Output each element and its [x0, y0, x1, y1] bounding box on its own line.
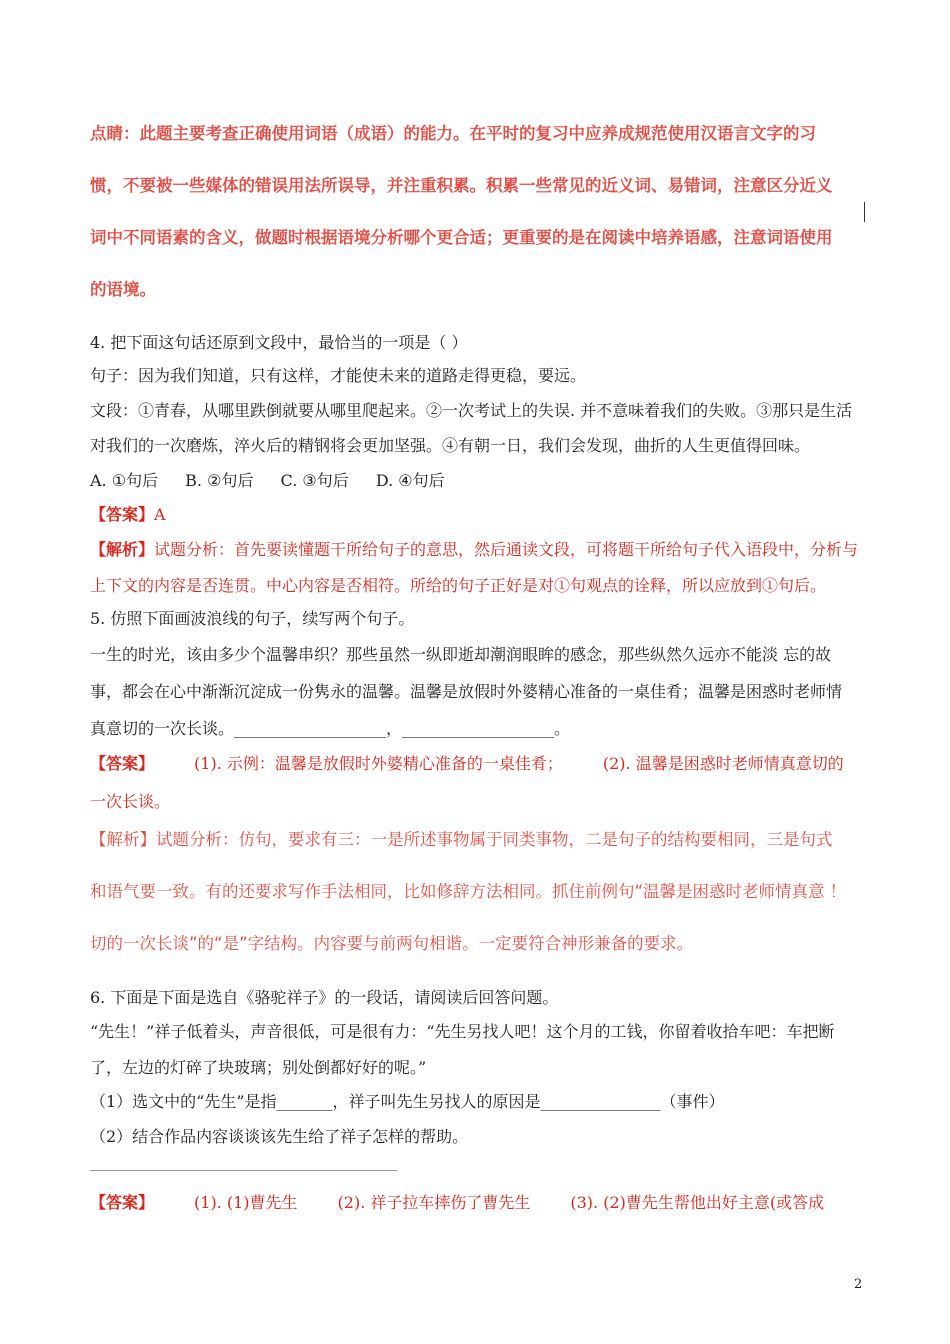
q5-answer-1: (1). 示例：温馨是放假时外婆精心准备的一桌佳肴； [194, 754, 563, 773]
q6-answer-2: (2). 祥子拉车摔伤了曹先生 [337, 1193, 531, 1212]
q6-quote-line-2: 了，左边的灯碎了块玻璃；别处倒都好好的呢。” [90, 1058, 427, 1077]
tip-line-1: 点睛：此题主要考查正确使用词语（成语）的能力。在平时的复习中应养成规范使用汉语言文字的习 [90, 124, 816, 143]
q5-answer-2: (2). 温馨是困惑时老师情真意切的 [602, 754, 844, 773]
q6-stem: 6. 下面是下面是选自《骆驼祥子》的一段话，请阅读后回答问题。 [90, 988, 559, 1007]
q5-text-line-3: 真意切的一次长谈。___________________，___________________。 [90, 719, 571, 738]
q5-analysis-line-2: 和语气要一致。有的还要求写作手法相同，比如修辞方法相同。抓住前例句“温馨是困惑时老师情真意 ！ [90, 882, 847, 901]
tip-line-3: 词中不同语素的含义，做题时根据语境分析哪个更合适；更重要的是在阅读中培养语感，注意词语使用 [90, 228, 833, 247]
q6-quote-line-1: “先生！”祥子低着头，声音很低，可是很有力：“先生另找人吧！这个月的工钱，你留着收拾车吧：车把断 [90, 1022, 835, 1041]
answer-divider [90, 1170, 397, 1171]
q5-answer-line-2: 一次长谈。 [90, 792, 171, 811]
q5-answer-label: 【答案】 [90, 754, 155, 773]
tip-line-2: 惯，不要被一些媒体的错误用法所误导，并注重积累。积累一些常见的近义词、易错词，注意区分近义 [90, 176, 833, 195]
q5-text-line-1: 一生的时光，该由多少个温馨串织？那些虽然一纵即逝却潮润眼眸的感念，那些纵然久远亦不能淡 忘的故 [90, 645, 832, 664]
q4-stem: 4. 把下面这句话还原到文段中，最恰当的一项是（ ） [90, 333, 468, 352]
q4-analysis-line-1 [90, 537, 858, 560]
q4-analysis-label: 【解析】 [90, 540, 155, 559]
q5-text-line-2: 事，都会在心中渐渐沉淀成一份隽永的温馨。温馨是放假时外婆精心准备的一桌佳肴；温馨是困惑时老师情 [90, 682, 843, 701]
q4-analysis-text-1: 试题分析：首先要读懂题干所给句子的意思，然后通读文段，可将题干所给句子代入语段中，分析与 [154, 540, 859, 559]
q4-option-b: B. ②句后 [185, 471, 254, 490]
q6-sub-question-1: （1）选文中的“先生”是指_______，祥子叫先生另找人的原因是_______________（事件） [90, 1092, 725, 1111]
q4-option-d: D. ④句后 [375, 471, 445, 490]
q6-answer-line [90, 1190, 824, 1213]
q6-answer-label: 【答案】 [90, 1193, 155, 1212]
page-number: 2 [854, 1277, 863, 1292]
q5-analysis-line-1: 【解析】试题分析：仿句，要求有三：一是所述事物属于同类事物，二是句子的结构要相同，三是句式 [90, 830, 833, 849]
q6-sub-question-2: （2）结合作品内容谈谈该先生给了祥子怎样的帮助。 [90, 1127, 469, 1146]
q6-answer-3: (3). (2)曹先生帮他出好主意(或答成 [570, 1193, 825, 1212]
q5-analysis-line-3: 切的一次长谈”的“是”字结构。内容要与前两句相谐。一定要符合神形兼备的要求。 [90, 934, 694, 953]
q5-stem: 5. 仿照下面画波浪线的句子，续写两个句子。 [90, 609, 415, 628]
q4-answer-value: A [154, 505, 166, 524]
tip-line-4: 的语境。 [90, 280, 156, 299]
q4-option-a: A. ①句后 [90, 471, 159, 490]
q4-analysis-line-2: 上下文的内容是否连贯。中心内容是否相符。所给的句子正好是对①句观点的诠释，所以应放到①句后。 [90, 576, 827, 595]
q4-answer [90, 502, 166, 525]
q4-sentence: 句子：因为我们知道，只有这样，才能使未来的道路走得更稳，要远。 [90, 366, 587, 385]
q6-answer-1: (1). (1)曹先生 [194, 1193, 298, 1212]
q4-answer-label: 【答案】 [90, 505, 155, 524]
text-cursor [864, 202, 865, 222]
q4-options [90, 468, 445, 491]
q4-passage-line-2: 对我们的一次磨炼，淬火后的精钢将会更加坚强。④有朝一日，我们会发现，曲折的人生更值得回味。 [90, 436, 811, 455]
q5-answer-line-1 [90, 751, 844, 774]
q4-option-c: C. ③句后 [280, 471, 349, 490]
q4-passage-line-1: 文段：①青春，从哪里跌倒就要从哪里爬起来。②一次考试上的失误. 并不意味着我们的失败。③那只是生活 [90, 401, 853, 420]
